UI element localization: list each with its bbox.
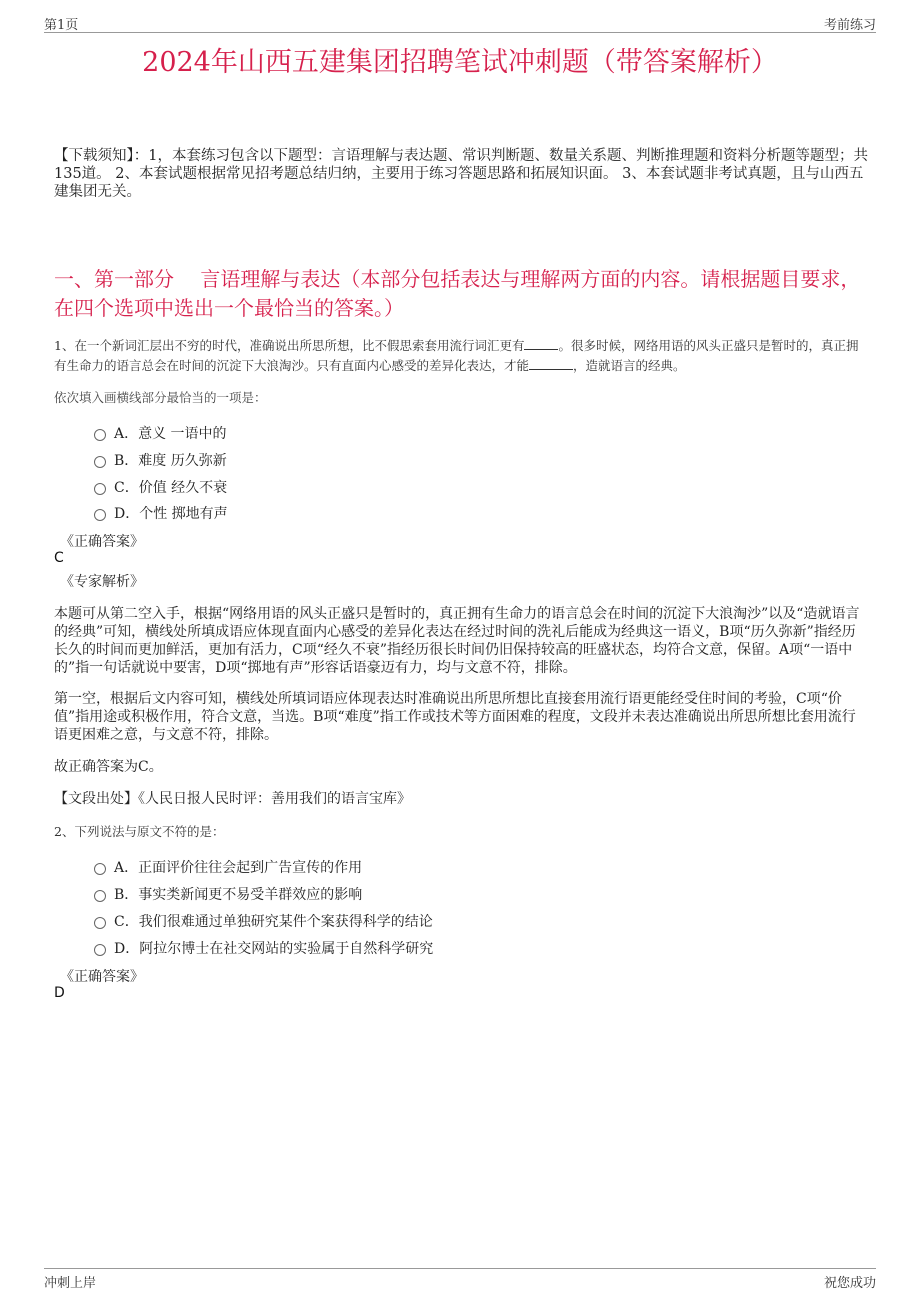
radio-icon[interactable]	[94, 863, 106, 875]
question-1-part-b: 。很多时候，网络用语的风头正盛只是暂时的，真正拥有生命力的语言总会在时间的沉淀下大浪淘沙。只有直面内心感受的差异化表达，才能	[54, 338, 859, 373]
radio-icon[interactable]	[94, 456, 106, 468]
option-label: A．正面评价往往会起到广告宣传的作用	[114, 860, 363, 876]
option-label: D．阿拉尔博士在社交网站的实验属于自然科学研究	[114, 941, 434, 957]
question-1-answer-label: 《正确答案》	[60, 534, 144, 550]
question-1-source: 【文段出处】《人民日报人民时评：善用我们的语言宝库》	[54, 791, 411, 807]
download-notice: 【下载须知】：1，本套练习包含以下题型：言语理解与表达题、常识判断题、数量关系题、判断推理题和资料分析题等题型；共135道。 2、本套试题根据常见招考题总结归纳，主要用于练习答题思路和拓展知识面。 3、本套试题非考试真题，且与山西五建集团无关。	[54, 148, 868, 200]
header-divider	[44, 32, 876, 33]
option-label: B．事实类新闻更不易受羊群效应的影响	[114, 887, 363, 903]
page-number: 第1页	[44, 18, 79, 33]
header-label: 考前练习	[823, 18, 876, 33]
radio-icon[interactable]	[94, 944, 106, 956]
fill-blank-2	[529, 357, 573, 370]
question-2-option-b[interactable]	[94, 884, 362, 904]
question-2-option-a[interactable]	[94, 857, 362, 877]
radio-icon[interactable]	[94, 917, 106, 929]
question-1-part-a: 1、在一个新词汇层出不穷的时代，准确说出所思所想，比不假思索套用流行词汇更有	[54, 338, 525, 353]
option-label: D．个性 掷地有声	[114, 506, 228, 522]
document-title: 2024年山西五建集团招聘笔试冲刺题（带答案解析）	[142, 47, 778, 78]
option-label: A．意义 一语中的	[114, 426, 227, 442]
option-label: C．价值 经久不衰	[114, 480, 228, 496]
question-1-analysis-label: 《专家解析》	[60, 574, 144, 590]
question-1-text	[54, 336, 869, 376]
footer-right-text: 祝您成功	[823, 1276, 876, 1291]
question-2-answer: D	[54, 985, 65, 1001]
question-2-answer-label: 《正确答案》	[60, 969, 144, 985]
section-title: 一、第一部分 言语理解与表达（本部分包括表达与理解两方面的内容。请根据题目要求，在四个选项中选出一个最恰当的答案。）	[54, 267, 861, 320]
question-1-option-a[interactable]	[94, 423, 227, 443]
question-1-analysis-1: 本题可从第二空入手，根据“网络用语的风头正盛只是暂时的，真正拥有生命力的语言总会在时间的沉淀下大浪淘沙”以及“造就语言的经典”可知，横线处所填成语应体现直面内心感受的差异化表达在经过时间的洗礼后能成为经典这一语义，B项“历久弥新”指经历长久的时间而更加鲜活，更加有活力，C项“经久不衰”指经历很长时间仍旧保持较高的旺盛状态，均符合文意，保留。A项“一语中的”指一句话就说中要害，D项“掷地有声”形容话语豪迈有力，均与文意不符，排除。	[54, 606, 860, 676]
question-1-part-c: ，造就语言的经典。	[573, 358, 686, 373]
footer-divider	[44, 1268, 876, 1269]
radio-icon[interactable]	[94, 890, 106, 902]
radio-icon[interactable]	[94, 483, 106, 495]
fill-blank-1	[524, 337, 558, 350]
question-1-prompt: 依次填入画横线部分最恰当的一项是：	[54, 390, 267, 405]
question-1-answer: C	[54, 550, 64, 566]
question-1-analysis-3: 故正确答案为C。	[54, 759, 163, 775]
question-1-option-d[interactable]	[94, 503, 228, 523]
option-label: C．我们很难通过单独研究某件个案获得科学的结论	[114, 914, 433, 930]
question-1-option-c[interactable]	[94, 477, 227, 497]
question-1-analysis-2: 第一空，根据后文内容可知，横线处所填词语应体现表达时准确说出所思所想比直接套用流行语更能经受住时间的考验，C项“价值”指用途或积极作用，符合文意，当选。B项“难度”指工作或技术等方面困难的程度，文段并未表达准确说出所思所想比套用流行语更困难之意，与文意不符，排除。	[54, 691, 856, 743]
question-2-option-c[interactable]	[94, 911, 433, 931]
question-2-option-d[interactable]	[94, 938, 433, 958]
radio-icon[interactable]	[94, 429, 106, 441]
footer-left-text: 冲刺上岸	[44, 1276, 97, 1291]
radio-icon[interactable]	[94, 509, 106, 521]
question-2-text: 2、下列说法与原文不符的是：	[54, 824, 225, 839]
question-1-option-b[interactable]	[94, 450, 227, 470]
option-label: B．难度 历久弥新	[114, 453, 227, 469]
